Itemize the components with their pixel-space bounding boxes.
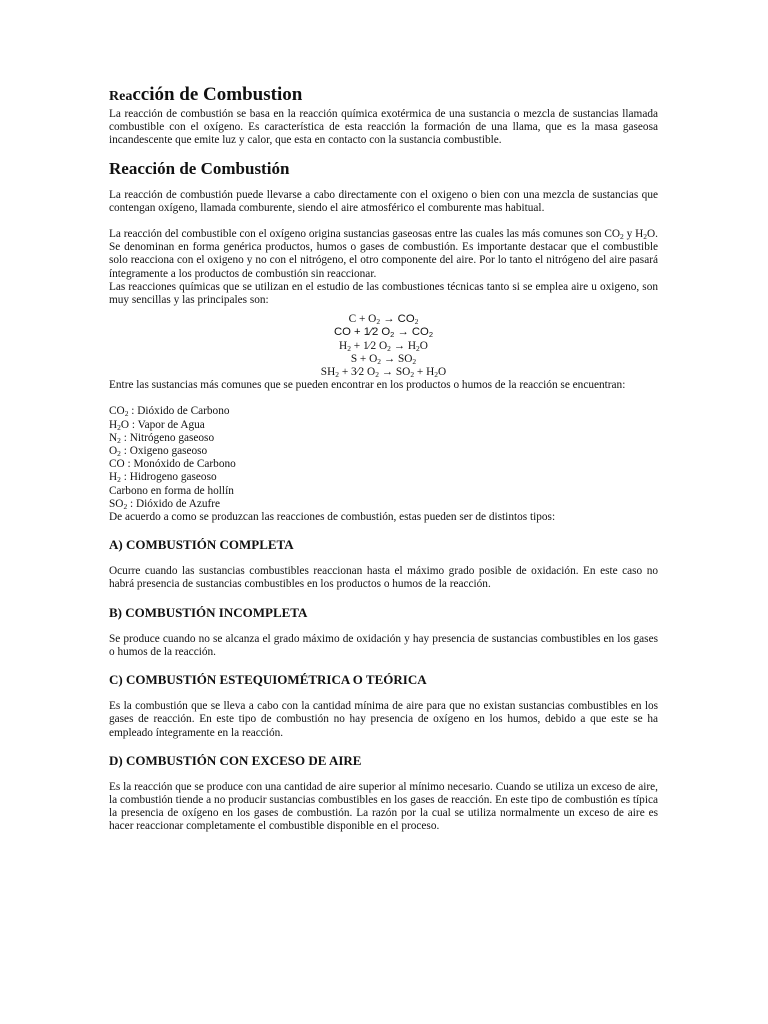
equation-4: $S + O_2 \to SO_2$ <box>350 352 417 366</box>
list-item: $CO_2$ : Dióxido de Carbono <box>109 405 230 419</box>
paragraph-5: De acuerdo a como se produzcan las reacciones de combustión, estas pueden ser de distintos tipos: <box>109 511 556 524</box>
title-rest: cción de Combustion <box>132 84 303 105</box>
equations-block <box>109 313 658 379</box>
heading-combustion-incompleta: B) COMBUSTIÓN INCOMPLETA <box>109 604 308 620</box>
title-prefix: Rea <box>109 89 133 104</box>
list-item: $SO_2$ : Dióxido de Azufre <box>109 497 221 511</box>
paragraph-1: La reacción de combustión puede llevarse a cabo directamente con el oxigeno o bien con una mezcla de sustancias que contengan oxígeno, llamada comburente, siendo el aire atmosférico el comburente mas habitual. <box>109 188 658 214</box>
section-title: Reacción de Combustión <box>109 158 290 178</box>
heading-combustion-completa: A) COMBUSTIÓN COMPLETA <box>109 537 294 553</box>
intro-paragraph: La reacción de combustión se basa en la reacción química exotérmica de una sustancia o mezcla de sustancias llamada combustible con el oxígeno. Es característica de esta reacción la formación de una llama, que es la masa gaseosa incandescente que emite luz y calor, que esta en contacto con la sustancia combustible. <box>109 108 658 147</box>
text-combustion-completa: Ocurre cuando las sustancias combustibles reaccionan hasta el máximo grado posible de oxidación. En este caso no habrá presencia de sustancias combustibles en los productos o humos de la reacción. <box>109 565 658 591</box>
heading-combustion-estequiometrica: C) COMBUSTIÓN ESTEQUIOMÉTRICA O TEÓRICA <box>109 672 427 688</box>
document-page <box>109 84 658 834</box>
list-item: $O_2$ : Oxigeno gaseoso <box>109 445 208 459</box>
list-item: $N_2$ : Nitrógeno gaseoso <box>109 431 215 445</box>
text-combustion-estequiometrica: Es la combustión que se lleva a cabo con la cantidad mínima de aire para que no existan sustancias combustibles en los gases de reacción. En este tipo de combustión no hay presencia de oxígeno en los humos, debido a que este se ha empleado íntegramente en la reacción. <box>109 700 658 739</box>
substances-list <box>109 405 658 511</box>
list-item: $H_2O$ : Vapor de Agua <box>109 418 205 432</box>
document-title <box>109 84 658 108</box>
list-item: CO : Monóxido de Carbono <box>109 458 236 471</box>
paragraph-4: Entre las sustancias más comunes que se pueden encontrar en los productos o humos de la reacción se encuentran: <box>109 379 626 392</box>
equation-2: CO + 1⁄2 $O_2 \to CO_2$ <box>333 326 434 340</box>
list-item: $H_2$ : Hidrogeno gaseoso <box>109 471 217 485</box>
equation-5: $SH_2$ + 3⁄2 $O_2 \to SO_2 + H_2O$ <box>320 366 447 380</box>
paragraph-2: La reacción del combustible con el oxígeno origina sustancias gaseosas entre las cuales las más comunes son $CO_2$ y $H_2O$. Se denominan en forma genérica productos, humos o gases de combustión. Es importante destacar que el combustible solo reacciona con el oxigeno y no con el nitrógeno, el otro componente del aire. Por lo tanto el nitrógeno del aire pasará íntegramente a los productos de combustión sin reaccionar. <box>109 228 658 280</box>
equation-1: $C + O_2 \to CO_2$ <box>348 313 419 327</box>
equation-3: $H_2$ + 1⁄2 $O_2 \to H_2O$ <box>339 339 428 353</box>
paragraph-3: Las reacciones químicas que se utilizan en el estudio de las combustiones técnicas tanto si se emplea aire u oxigeno, son muy sencillas y las principales son: <box>109 280 658 307</box>
text-combustion-exceso-aire: Es la reacción que se produce con una cantidad de aire superior al mínimo necesario. Cuando se utiliza un exceso de aire, la combustión tiende a no producir sustancias combustibles en los gases de reacción. En este tipo de combustión es típica la presencia de oxígeno en los gases de combustión. La razón por la cual se utiliza normalmente un exceso de aire es hacer reaccionar completamente el combustible disponible en el proceso. <box>109 780 658 833</box>
heading-combustion-exceso-aire: D) COMBUSTIÓN CON EXCESO DE AIRE <box>109 752 362 768</box>
text-combustion-incompleta: Se produce cuando no se alcanza el grado máximo de oxidación y hay presencia de sustancias combustibles en los gases o humos de la reacción. <box>109 632 658 658</box>
list-item: Carbono en forma de hollín <box>109 484 234 497</box>
